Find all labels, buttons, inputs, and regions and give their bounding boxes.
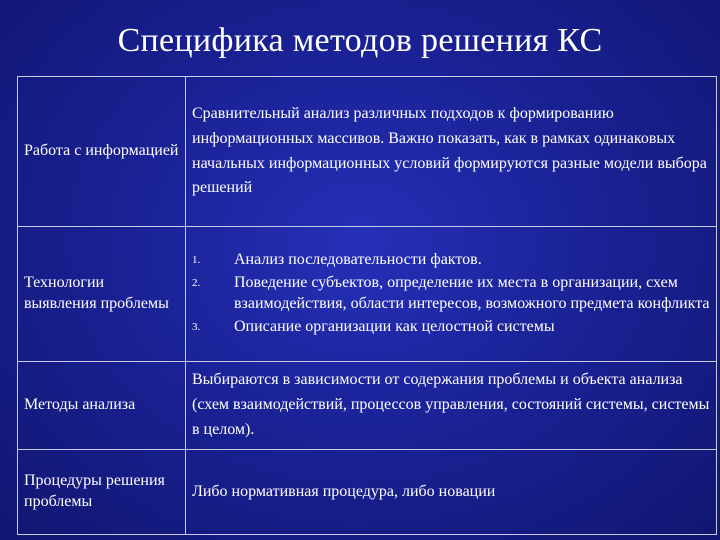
table-row-problem-tech bbox=[18, 227, 717, 362]
row-content-problem-tech bbox=[186, 227, 717, 362]
row-label-procedures: Процедуры решения проблемы bbox=[18, 450, 186, 535]
row-content-info: Сравнительный анализ различных подходов к формированию информационных массивов. Важно показать, как в рамках одинаковых начальных информационных условий формируются разные модели выбора решений bbox=[186, 77, 717, 227]
slide-title: Специфика методов решения КС bbox=[117, 22, 603, 59]
steps-list bbox=[192, 250, 710, 337]
list-item-text: Анализ последовательности фактов. bbox=[234, 251, 482, 269]
row-content-procedures: Либо нормативная процедура, либо новации bbox=[186, 450, 717, 535]
list-item-text: Описание организации как целостной системы bbox=[234, 317, 555, 335]
methods-table bbox=[17, 76, 717, 535]
row-label-problem-tech: Технологии выявления проблемы bbox=[18, 227, 186, 362]
table-row-info bbox=[18, 77, 717, 227]
list-item-number: 1. bbox=[192, 254, 201, 267]
list-item bbox=[192, 273, 710, 315]
list-item bbox=[192, 250, 710, 271]
row-label-analysis: Методы анализа bbox=[18, 362, 186, 450]
list-item-number: 3. bbox=[192, 320, 201, 333]
row-label-info: Работа с информацией bbox=[18, 77, 186, 227]
list-item-number: 2. bbox=[192, 277, 201, 290]
table-row-analysis bbox=[18, 362, 717, 450]
table-row-procedures bbox=[18, 450, 717, 535]
row-content-analysis: Выбираются в зависимости от содержания проблемы и объекта анализа (схем взаимодействий, процессов управления, состояний системы, системы в целом). bbox=[186, 362, 717, 450]
list-item-text: Поведение субъектов, определение их места в организации, схем взаимодействия, области интересов, возможного предмета конфликта bbox=[234, 274, 710, 312]
list-item bbox=[192, 317, 710, 338]
